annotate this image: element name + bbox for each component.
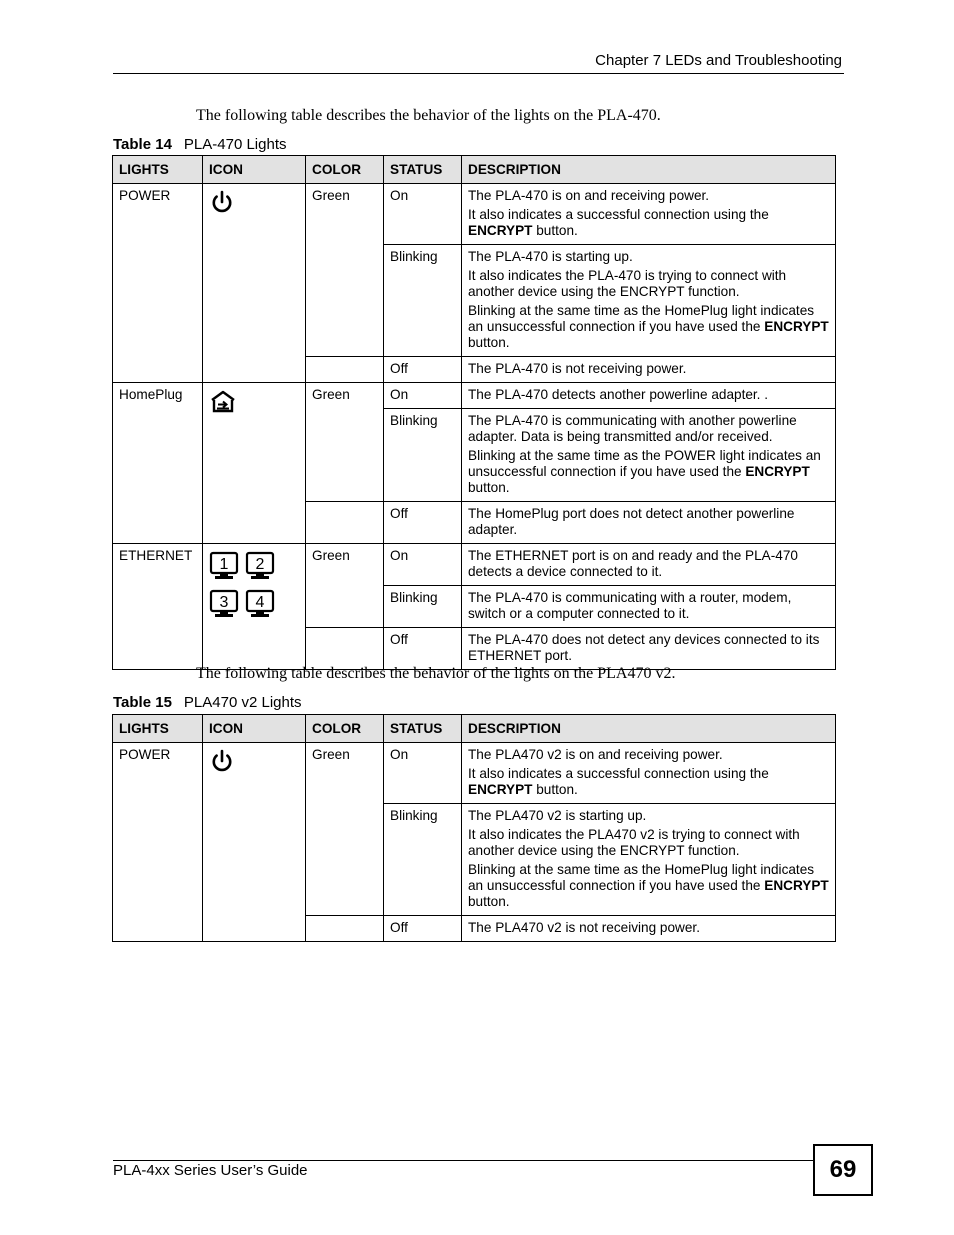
power-icon <box>209 190 235 214</box>
description-text: The PLA-470 is communicating with another powerline adapter. Data is being transmitted and/or received. <box>468 413 797 444</box>
description-text: The HomePlug port does not detect another powerline adapter. <box>468 506 795 537</box>
description-text-part: It also indicates a successful connection using the <box>468 766 769 781</box>
icon-cell <box>203 743 306 942</box>
homeplug-icon <box>209 389 237 415</box>
status-value: Blinking <box>384 245 462 357</box>
col-lights: LIGHTS <box>113 156 203 184</box>
color-value-empty <box>306 916 384 942</box>
port-number: 4 <box>255 594 265 611</box>
col-icon: ICON <box>203 156 306 184</box>
encrypt-keyword: ENCRYPT <box>468 782 533 797</box>
table15-caption-label: Table 15 <box>113 694 172 711</box>
color-value: Green <box>306 743 384 916</box>
port-number: 1 <box>219 556 229 573</box>
description-text <box>468 448 829 496</box>
color-value-empty <box>306 502 384 544</box>
light-name: HomePlug <box>113 383 203 544</box>
description-text <box>468 766 829 798</box>
description-text: It also indicates the PLA-470 is trying to connect with another device using the ENCRYPT function. <box>468 268 787 299</box>
encrypt-keyword: ENCRYPT <box>764 319 829 334</box>
description-text-part: button. <box>468 480 510 495</box>
description <box>462 586 836 628</box>
table-row <box>113 544 836 586</box>
description-text: The PLA-470 is starting up. <box>468 249 633 264</box>
col-status: STATUS <box>384 156 462 184</box>
color-value: Green <box>306 184 384 357</box>
ethernet-port-4-icon <box>245 589 275 619</box>
description-text <box>468 303 829 351</box>
status-value: Off <box>384 916 462 942</box>
icon-cell <box>203 383 306 544</box>
col-color: COLOR <box>306 156 384 184</box>
description-text <box>468 207 829 239</box>
header-divider <box>113 73 844 74</box>
table14-caption-label: Table 14 <box>113 136 172 153</box>
table15-caption <box>113 694 302 711</box>
status-value: Blinking <box>384 409 462 502</box>
description-text: The PLA470 v2 is not receiving power. <box>468 920 700 935</box>
status-value: On <box>384 383 462 409</box>
table14-caption-title: PLA-470 Lights <box>183 136 287 153</box>
color-value-empty <box>306 628 384 670</box>
description-text-part: button. <box>532 223 578 238</box>
description-text-part: button. <box>532 782 578 797</box>
col-icon: ICON <box>203 715 306 743</box>
col-status: STATUS <box>384 715 462 743</box>
status-value: Off <box>384 502 462 544</box>
table15-caption-title: PLA470 v2 Lights <box>183 694 302 711</box>
description-text-part: Blinking at the same time as the HomePlug light indicates an unsuccessful connection if you have used the <box>468 303 815 334</box>
description-text: The PLA-470 is not receiving power. <box>468 361 687 376</box>
description <box>462 804 836 916</box>
status-value: Off <box>384 357 462 383</box>
description-text: It also indicates the PLA470 v2 is trying to connect with another device using the ENCRYPT function. <box>468 827 800 858</box>
description <box>462 502 836 544</box>
description-text-part: Blinking at the same time as the HomePlug light indicates an unsuccessful connection if you have used the <box>468 862 815 893</box>
table-row <box>113 184 836 245</box>
description <box>462 245 836 357</box>
encrypt-keyword: ENCRYPT <box>468 223 533 238</box>
table-row <box>113 743 836 804</box>
table-row <box>113 383 836 409</box>
col-description: DESCRIPTION <box>462 156 836 184</box>
description <box>462 916 836 942</box>
description <box>462 357 836 383</box>
ethernet-port-2-icon <box>245 551 275 581</box>
description <box>462 184 836 245</box>
description-text: The ETHERNET port is on and ready and the PLA-470 detects a device connected to it. <box>468 548 798 579</box>
guide-title: PLA-4xx Series User’s Guide <box>113 1162 308 1179</box>
status-value: Off <box>384 628 462 670</box>
icon-cell <box>203 544 306 670</box>
description-text-part: button. <box>468 894 510 909</box>
status-value: Blinking <box>384 804 462 916</box>
table15-intro: The following table describes the behavior of the lights on the PLA470 v2. <box>196 665 676 682</box>
description-text <box>468 862 829 910</box>
light-name: ETHERNET <box>113 544 203 670</box>
ethernet-port-icons <box>209 551 299 619</box>
encrypt-keyword: ENCRYPT <box>764 878 829 893</box>
description-text-part: Blinking at the same time as the POWER light indicates an unsuccessful connection if you have used the <box>468 448 821 479</box>
col-color: COLOR <box>306 715 384 743</box>
description-text: The PLA-470 detects another powerline adapter. . <box>468 387 769 402</box>
power-icon <box>209 749 235 773</box>
description-text: The PLA470 v2 is starting up. <box>468 808 647 823</box>
description-text: The PLA-470 is communicating with a router, modem, switch or a computer connected to it. <box>468 590 792 621</box>
port-number: 3 <box>219 594 229 611</box>
color-value-empty <box>306 357 384 383</box>
table14-caption <box>113 136 287 153</box>
col-lights: LIGHTS <box>113 715 203 743</box>
description-text-part: It also indicates a successful connection using the <box>468 207 769 222</box>
chapter-header: Chapter 7 LEDs and Troubleshooting <box>595 52 842 69</box>
ethernet-port-3-icon <box>209 589 239 619</box>
description-text: The PLA470 v2 is on and receiving power. <box>468 747 723 762</box>
light-name: POWER <box>113 743 203 942</box>
table14-header-row <box>113 156 836 184</box>
footer-divider <box>113 1160 813 1161</box>
ethernet-port-1-icon <box>209 551 239 581</box>
description <box>462 383 836 409</box>
description <box>462 409 836 502</box>
status-value: On <box>384 743 462 804</box>
description <box>462 628 836 670</box>
description-text: The PLA-470 does not detect any devices connected to its ETHERNET port. <box>468 632 820 663</box>
table15-header-row <box>113 715 836 743</box>
table15-pla470v2-lights <box>112 714 836 942</box>
description-text: The PLA-470 is on and receiving power. <box>468 188 710 203</box>
status-value: On <box>384 544 462 586</box>
description <box>462 544 836 586</box>
light-name: POWER <box>113 184 203 383</box>
status-value: On <box>384 184 462 245</box>
col-description: DESCRIPTION <box>462 715 836 743</box>
page-number: 69 <box>813 1144 873 1196</box>
encrypt-keyword: ENCRYPT <box>745 464 810 479</box>
description-text-part: button. <box>468 335 510 350</box>
table14-intro: The following table describes the behavior of the lights on the PLA-470. <box>196 107 661 124</box>
table14-pla470-lights <box>112 155 836 670</box>
icon-cell <box>203 184 306 383</box>
color-value: Green <box>306 544 384 628</box>
status-value: Blinking <box>384 586 462 628</box>
port-number: 2 <box>255 556 265 573</box>
description <box>462 743 836 804</box>
color-value: Green <box>306 383 384 502</box>
